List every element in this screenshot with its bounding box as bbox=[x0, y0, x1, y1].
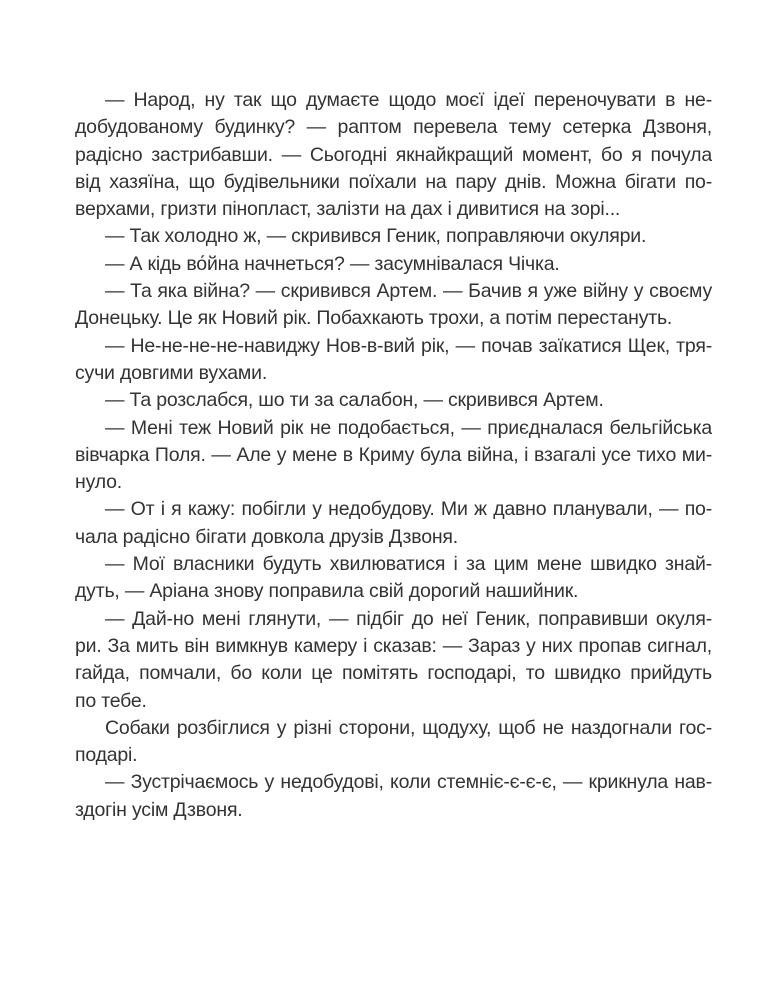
text-line: вівчарка Поля. — Але у мене в Криму була війна, і взагалі усе тихо ми- bbox=[75, 443, 712, 466]
paragraph bbox=[75, 251, 712, 278]
paragraph bbox=[75, 606, 712, 715]
paragraph bbox=[75, 87, 712, 223]
text-line: гайда, помчали, бо коли це помітять господарі, то швидко прийдуть bbox=[75, 662, 712, 685]
paragraph bbox=[75, 223, 712, 250]
text-block bbox=[75, 87, 712, 824]
text-line: дуть, — Аріана знову поправила свій дорогий нашийник. bbox=[75, 580, 579, 603]
text-line: — Дай-но мені глянути, — підбіг до неї Геник, поправивши окуля- bbox=[105, 607, 712, 630]
text-line: ри. За мить він вимкнув камеру і сказав: — Зараз у них пропав сигнал, bbox=[75, 634, 712, 657]
text-line: — Мені теж Новий рік не подобається, — приєдналася бельгійська bbox=[105, 416, 712, 439]
text-line: радісно застрибавши. — Сьогодні якнайкращий момент, бо я почула bbox=[75, 143, 712, 166]
text-line: — Зустрічаємось у недобудові, коли стемніє-є-є-є, — крикнула нав- bbox=[105, 771, 712, 794]
paragraph bbox=[75, 715, 712, 770]
text-line: — Мої власники будуть хвилюватися і за цим мене швидко знай- bbox=[105, 553, 712, 576]
text-line: нуло. bbox=[75, 471, 122, 494]
text-line: Собаки розбіглися у різні сторони, щодуху, щоб не наздогнали гос- bbox=[105, 716, 712, 739]
paragraph bbox=[75, 769, 712, 824]
text-line: чала радісно бігати довкола друзів Дзвоня. bbox=[75, 525, 458, 548]
text-line: — А кідь во́йна начнеться? — засумнівалася Чічка. bbox=[105, 252, 560, 275]
paragraph bbox=[75, 333, 712, 388]
paragraph bbox=[75, 387, 712, 414]
paragraph bbox=[75, 496, 712, 551]
paragraph bbox=[75, 551, 712, 606]
text-line: — Так холодно ж, — скривився Геник, поправляючи окуляри. bbox=[105, 225, 647, 248]
text-line: — Не-не-не-не-навиджу Нов-в-вий рік, — почав заїкатися Щек, тря- bbox=[105, 334, 712, 357]
text-line: сучи довгими вухами. bbox=[75, 361, 268, 384]
paragraph bbox=[75, 415, 712, 497]
text-line: подарі. bbox=[75, 744, 138, 767]
text-line: Донецьку. Це як Новий рік. Побахкають трохи, а потім перестануть. bbox=[75, 307, 673, 330]
text-line: верхами, гризти пінопласт, залізти на дах і дивитися на зорі... bbox=[75, 198, 621, 221]
text-line: добудованому будинку? — раптом перевела тему сетерка Дзвоня, bbox=[75, 116, 712, 139]
text-line: здогін усім Дзвоня. bbox=[75, 798, 243, 821]
text-line: — Народ, ну так що думаєте щодо моєї ідеї переночувати в не- bbox=[105, 89, 712, 111]
text-line: від хазяїна, що будівельники поїхали на пару днів. Можна бігати по- bbox=[75, 170, 712, 193]
text-line: — От і я кажу: побігли у недобудову. Ми ж давно планували, — по- bbox=[105, 498, 712, 521]
text-line: по тебе. bbox=[75, 689, 147, 712]
paragraph bbox=[75, 278, 712, 333]
text-line: — Та яка війна? — скривився Артем. — Бачив я уже війну у своєму bbox=[105, 280, 712, 303]
text-line: — Та розслабся, шо ти за салабон, — скривився Артем. bbox=[105, 389, 604, 412]
